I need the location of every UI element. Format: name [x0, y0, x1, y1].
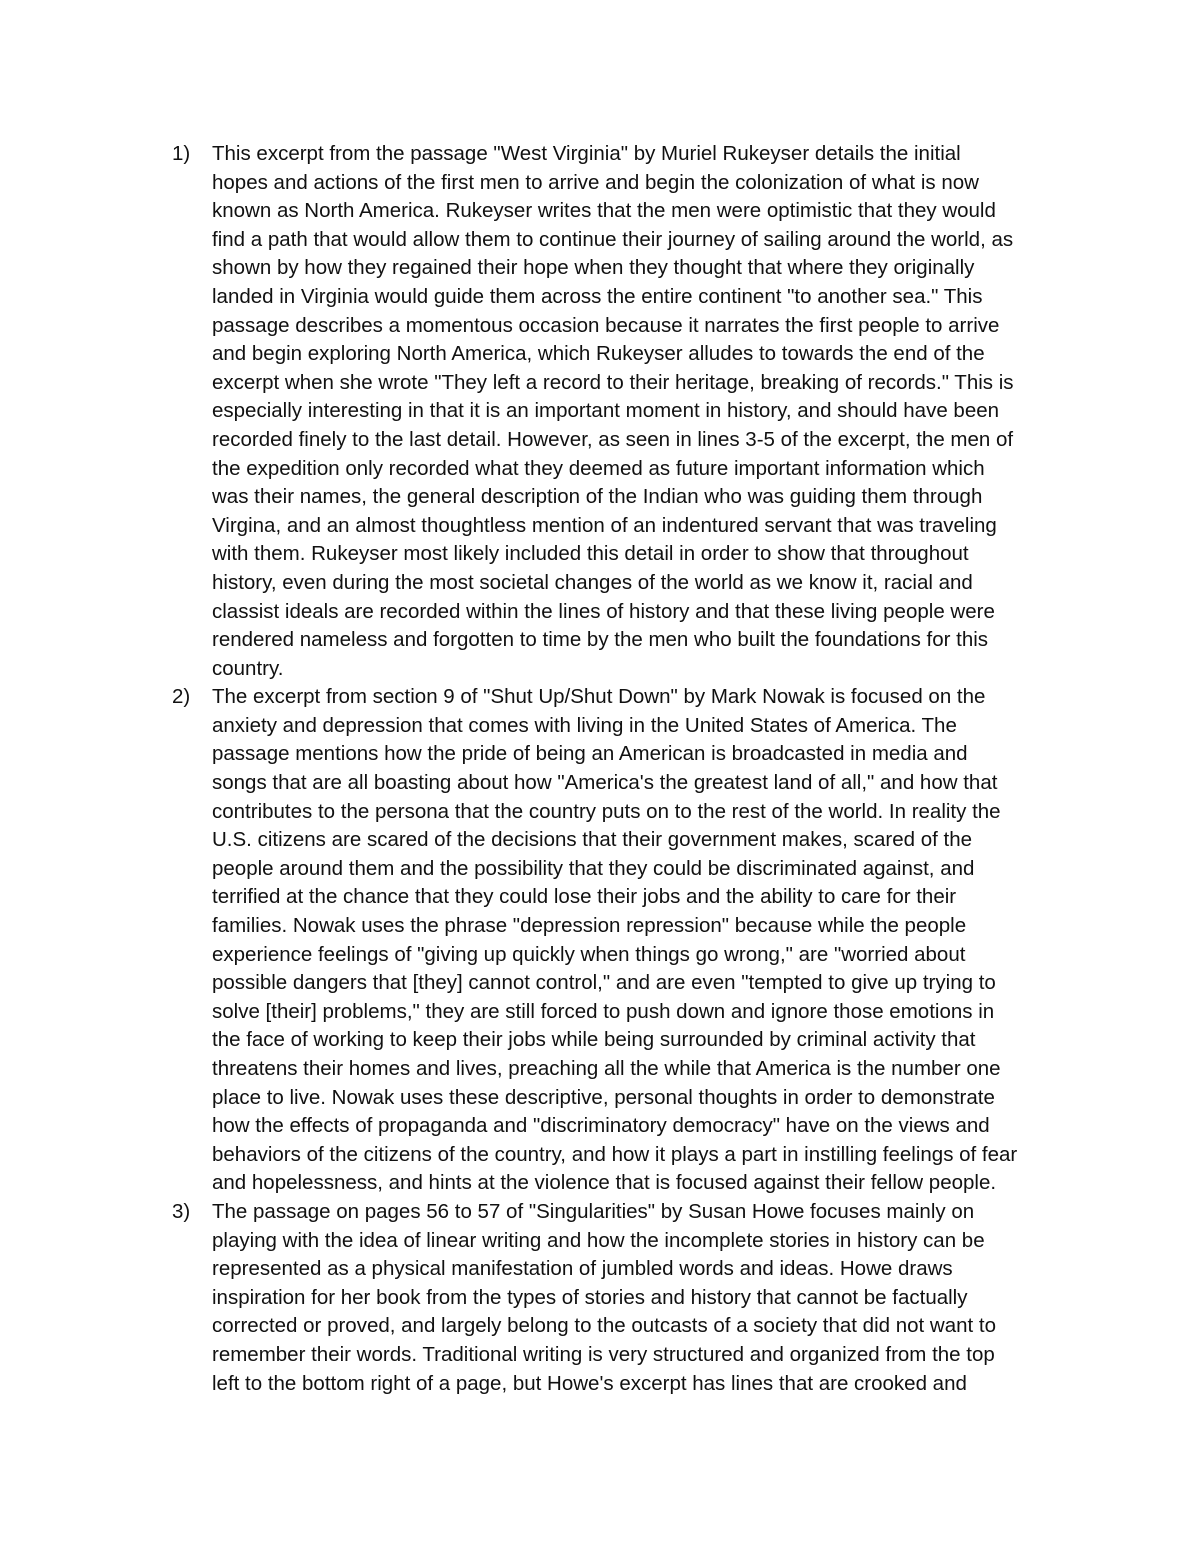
text-line: the expedition only recorded what they deemed as future important information which	[212, 456, 985, 480]
text-line: and hopelessness, and hints at the violence that is focused against their fellow people.	[212, 1171, 997, 1195]
text-line: terrified at the chance that they could lose their jobs and the ability to care for their	[212, 885, 957, 909]
list-item-2	[172, 683, 1072, 1198]
text-line: excerpt when she wrote "They left a record to their heritage, breaking of records." This is	[212, 370, 1014, 394]
text-line: playing with the idea of linear writing and how the incomplete stories in history can be	[212, 1228, 985, 1252]
list-marker: 2)	[172, 685, 191, 709]
list-item-3	[172, 1198, 1072, 1398]
text-line: history, even during the most societal changes of the world as we know it, racial and	[212, 570, 973, 594]
list-item-1	[172, 140, 1072, 683]
text-line: corrected or proved, and largely belong to the outcasts of a society that did not want to	[212, 1314, 997, 1338]
text-line: inspiration for her book from the types of stories and history that cannot be factually	[212, 1285, 968, 1309]
text-line: represented as a physical manifestation of jumbled words and ideas. Howe draws	[212, 1257, 953, 1281]
text-line: Virgina, and an almost thoughtless mention of an indentured servant that was traveling	[212, 513, 997, 537]
text-line: passage describes a momentous occasion because it narrates the first people to arrive	[212, 313, 1000, 337]
text-line: passage mentions how the pride of being an American is broadcasted in media and	[212, 742, 968, 766]
paragraph-text	[212, 1198, 1072, 1398]
text-line: threatens their homes and lives, preaching all the while that America is the number one	[212, 1057, 1001, 1080]
text-line: classist ideals are recorded within the lines of history and that these living people were	[212, 599, 995, 623]
text-line: especially interesting in that it is an important moment in history, and should have been	[212, 399, 1000, 423]
text-line: behaviors of the citizens of the country, and how it plays a part in instilling feelings of fear	[212, 1142, 1018, 1166]
text-line: people around them and the possibility that they could be discriminated against, and	[212, 856, 975, 880]
list-marker: 3)	[172, 1199, 191, 1223]
text-line: how the effects of propaganda and "discriminatory democracy" have on the views and	[212, 1114, 990, 1138]
text-line: families. Nowak uses the phrase "depression repression" because while the people	[212, 914, 967, 938]
text-line: The passage on pages 56 to 57 of "Singularities" by Susan Howe focuses mainly on	[212, 1199, 975, 1223]
list-marker: 1)	[172, 142, 191, 165]
text-line: solve [their] problems," they are still forced to push down and ignore those emotions in	[212, 999, 995, 1023]
text-line: possible dangers that [they] cannot control," and are even "tempted to give up trying to	[212, 971, 996, 995]
text-line: landed in Virginia would guide them across the entire continent "to another sea." This	[212, 284, 983, 308]
text-line: experience feelings of "giving up quickly when things go wrong," are "worried about	[212, 942, 966, 966]
text-line: hopes and actions of the first men to arrive and begin the colonization of what is now	[212, 170, 979, 194]
paragraph-text	[212, 683, 1072, 1198]
text-line: country.	[212, 656, 284, 680]
text-line: This excerpt from the passage "West Virginia" by Muriel Rukeyser details the initial	[212, 142, 961, 165]
text-line: known as North America. Rukeyser writes that the men were optimistic that they would	[212, 199, 996, 223]
text-line: with them. Rukeyser most likely included this detail in order to show that throughout	[212, 542, 969, 566]
text-line: place to live. Nowak uses these descriptive, personal thoughts in order to demonstrate	[212, 1085, 995, 1109]
text-line: left to the bottom right of a page, but Howe's excerpt has lines that are crooked and	[212, 1371, 967, 1395]
text-line: the face of working to keep their jobs while being surrounded by criminal activity that	[212, 1028, 976, 1052]
text-line: The excerpt from section 9 of "Shut Up/Shut Down" by Mark Nowak is focused on the	[212, 685, 986, 709]
text-line: shown by how they regained their hope when they thought that where they originally	[212, 256, 975, 280]
text-line: anxiety and depression that comes with living in the United States of America. The	[212, 713, 957, 737]
text-line: was their names, the general description of the Indian who was guiding them through	[212, 485, 983, 509]
paragraph-text	[212, 140, 1072, 683]
text-line: rendered nameless and forgotten to time by the men who built the foundations for this	[212, 628, 989, 652]
text-line: songs that are all boasting about how "America's the greatest land of all," and how that	[212, 771, 998, 795]
text-line: remember their words. Traditional writing is very structured and organized from the top	[212, 1342, 995, 1366]
text-line: contributes to the persona that the country puts on to the rest of the world. In reality the	[212, 799, 1001, 823]
text-line: and begin exploring North America, which Rukeyser alludes to towards the end of the	[212, 342, 985, 366]
text-line: recorded finely to the last detail. However, as seen in lines 3-5 of the excerpt, the men of	[212, 427, 1014, 451]
text-line: find a path that would allow them to continue their journey of sailing around the world, as	[212, 227, 1014, 251]
text-line: U.S. citizens are scared of the decisions that their government makes, scared of the	[212, 828, 973, 852]
numbered-list	[172, 140, 1072, 1398]
